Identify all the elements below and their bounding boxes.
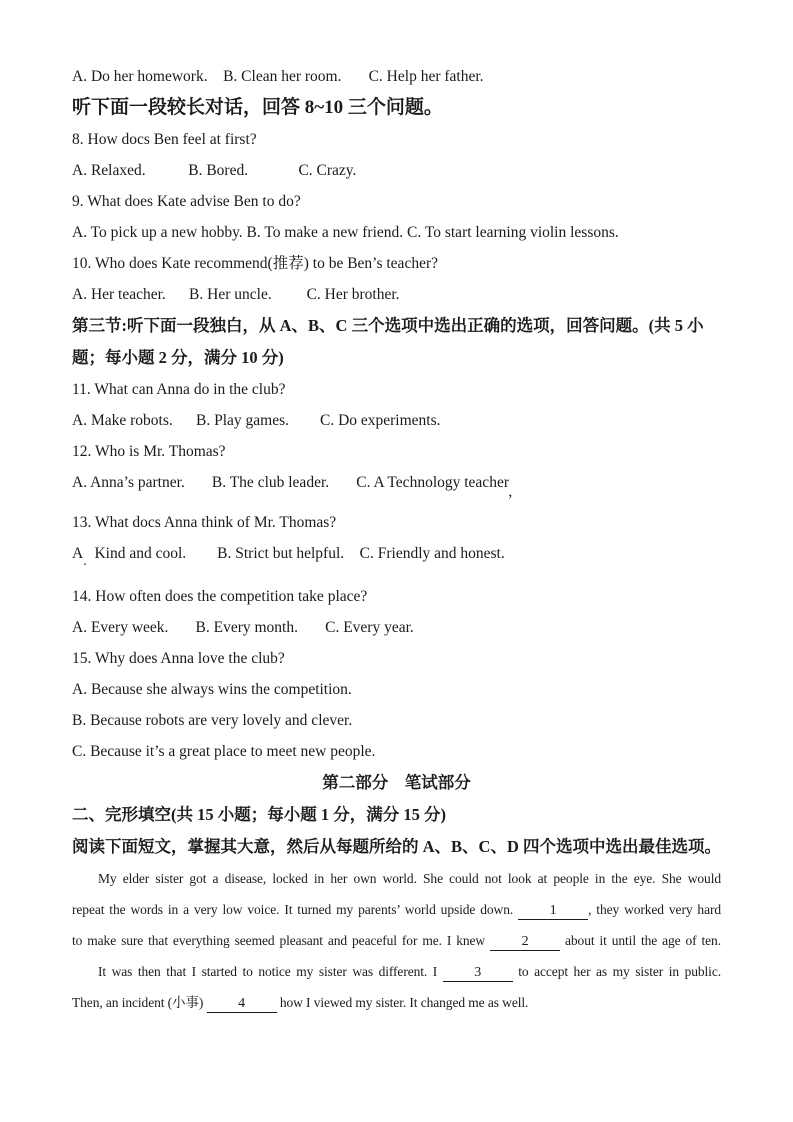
passage-text: Then, an incident (小事)	[72, 995, 207, 1010]
question-12-options	[72, 467, 721, 498]
question-13-options	[72, 538, 721, 570]
cloze-blank-1: 1	[518, 903, 588, 920]
question-12: 12. Who is Mr. Thomas?	[72, 443, 226, 460]
dialog-section-instruction: 听下面一段较长对话，回答 8~10 三个问题。	[72, 97, 443, 118]
question-13-option-a-letter: A	[72, 545, 84, 562]
cloze-heading: 二、完形填空(共 15 小题；每小题 1 分，满分 15 分)	[72, 805, 446, 824]
cloze-passage	[72, 863, 721, 1018]
question-9-options: A. To pick up a new hobby. B. To make a new friend. C. To start learning violin lessons.	[72, 224, 619, 241]
cloze-paragraph2-line2	[72, 987, 721, 1018]
question-15-option-a: A. Because she always wins the competition.	[72, 681, 352, 698]
cloze-paragraph1-line1: My elder sister got a disease, locked in her own world. She could not look at people in the eye. She would	[98, 871, 721, 886]
question-14: 14. How often does the competition take place?	[72, 588, 368, 605]
question-7-options: A. Do her homework. B. Clean her room. C. Help her father.	[72, 68, 484, 85]
cloze-blank-2: 2	[490, 934, 560, 951]
question-13: 13. What docs Anna think of Mr. Thomas?	[72, 514, 337, 531]
question-11: 11. What can Anna do in the club?	[72, 381, 286, 398]
passage-text: to accept her as my sister in public.	[512, 964, 721, 979]
passage-text: It was then that I started to notice my sister was different. I	[98, 964, 443, 979]
question-15-option-c: C. Because it’s a great place to meet new people.	[72, 743, 376, 760]
question-9: 9. What does Kate advise Ben to do?	[72, 193, 301, 210]
stray-comma-mark: ,	[508, 483, 513, 500]
question-15: 15. Why does Anna love the club?	[72, 650, 285, 667]
passage-text: about it until the age of ten.	[560, 933, 721, 948]
cloze-paragraph1-line3	[72, 925, 721, 956]
question-15-option-b: B. Because robots are very lovely and clever.	[72, 712, 353, 729]
question-14-options: A. Every week. B. Every month. C. Every year.	[72, 619, 414, 636]
cloze-paragraph1-line2	[72, 894, 721, 925]
passage-text: , they worked very hard	[588, 902, 722, 917]
cloze-instruction: 阅读下面短文，掌握其大意，然后从每题所给的 A、B、C、D 四个选项中选出最佳选项。	[72, 837, 722, 856]
written-section-title: 第二部分 笔试部分	[322, 773, 471, 792]
passage-text: to make sure that everything seemed pleasant and peaceful for me. I knew	[72, 933, 491, 948]
cloze-paragraph2-line1	[72, 956, 721, 987]
question-8-options: A. Relaxed. B. Bored. C. Crazy.	[72, 162, 357, 179]
question-10-options: A. Her teacher. B. Her uncle. C. Her brother.	[72, 286, 400, 303]
question-10: 10. Who does Kate recommend(推荐) to be Ben’s teacher?	[72, 255, 438, 272]
stray-period-mark: .	[83, 554, 87, 569]
passage-text: how I viewed my sister. It changed me as well.	[276, 995, 529, 1010]
passage-text: repeat the words in a very low voice. It turned my parents’ world upside down.	[72, 902, 519, 917]
part3-section-instruction: 第三节:听下面一段独白，从 A、B、C 三个选项中选出正确的选项，回答问题。(共 5 小题；每小题 2 分，满分 10 分)	[72, 316, 704, 367]
question-12-options-text: A. Anna’s partner. B. The club leader. C. A Technology teacher	[72, 474, 509, 491]
cloze-blank-3: 3	[443, 965, 513, 982]
question-13-options-text: Kind and cool. B. Strict but helpful. C. Friendly and honest.	[86, 545, 505, 562]
cloze-blank-4: 4	[207, 996, 277, 1013]
question-11-options: A. Make robots. B. Play games. C. Do experiments.	[72, 412, 441, 429]
question-8: 8. How docs Ben feel at first?	[72, 131, 257, 148]
